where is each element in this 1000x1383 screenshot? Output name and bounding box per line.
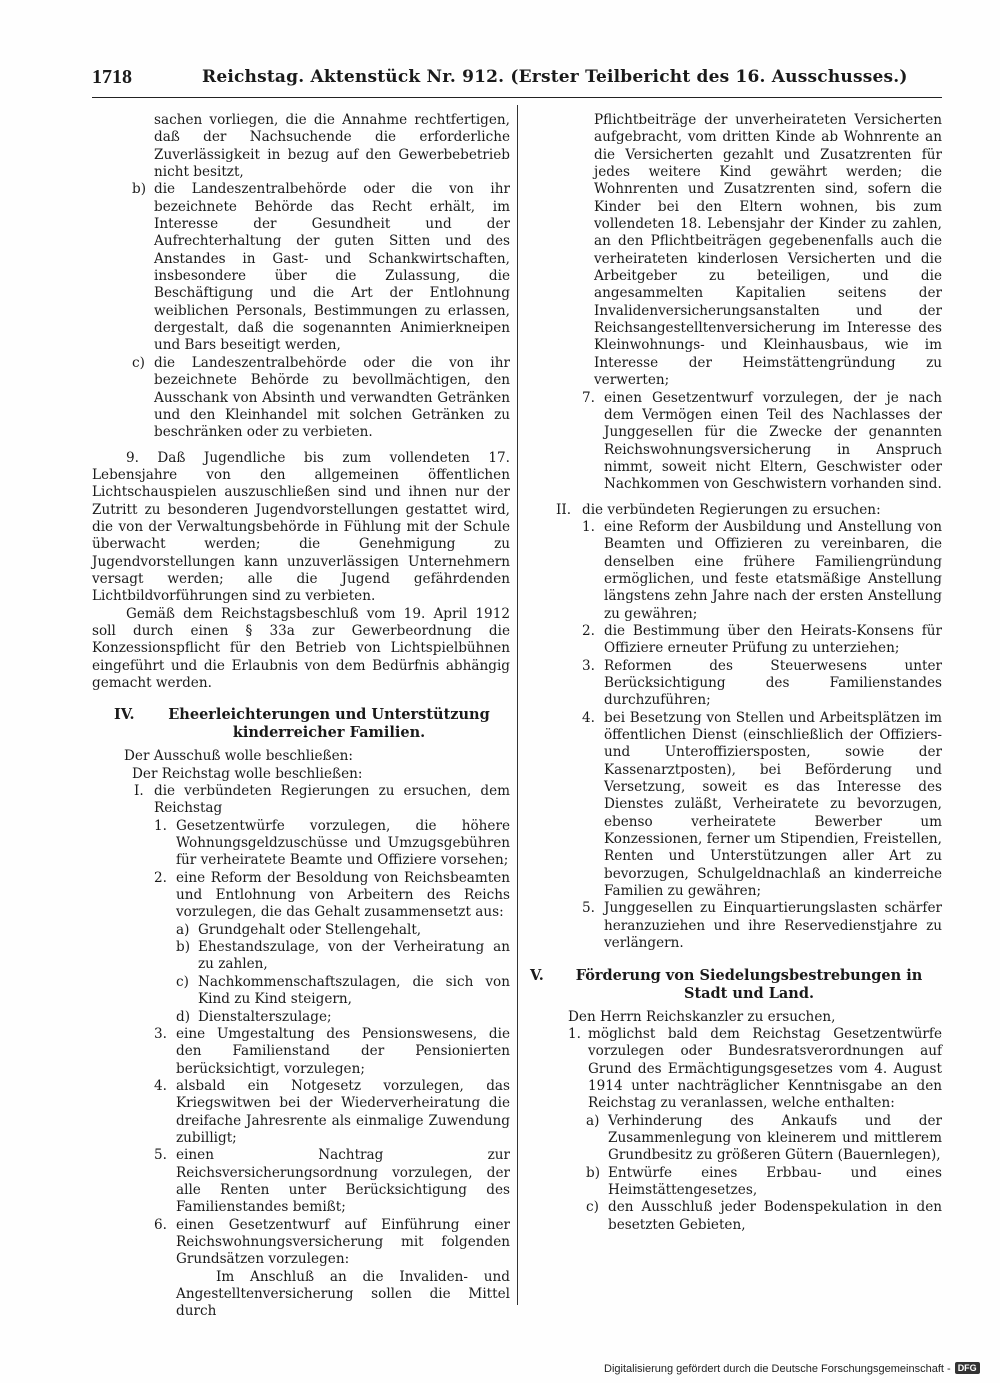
list-label: a) (176, 921, 190, 938)
list-text: einen Nachtrag zur Reichsversicherungsordnung vorzulegen, der alle Renten unter Berücksichtigung des Familienstandes bemißt; (176, 1147, 510, 1216)
list-text: die Landeszentralbehörde oder die von ihr bezeichnete Behörde zu bevollmächtigen, den Ausschank von Absinth und verwandten Getränken und den Kleinhandel mit solchen Getränken zu beschränken oder zu verbieten. (154, 354, 510, 441)
list-item (92, 1217, 510, 1269)
list-label: c) (176, 973, 189, 990)
list-item (530, 1026, 942, 1113)
list-item (530, 658, 942, 710)
list-item (530, 502, 942, 519)
list-text: die Landeszentralbehörde oder die von ihr bezeichnete Behörde das Recht erhält, im Interesse der Gesundheit und der Aufrechterhaltung der guten Sitten und des Anstandes in Gast- und Schankwirtschaften, insbesondere über die Zulassung, die Beschäftigung und die Art der Entlohnung weiblichen Personals, Bestimmungen zu erlassen, dergestalt, daß die sogenannten Animierkneipen und Bars beseitigt werden, (154, 181, 510, 354)
list-text: den Ausschluß jeder Bodenspekulation in den besetzten Gebieten, (608, 1199, 942, 1233)
list-item (92, 1009, 510, 1026)
list-label: 7. (582, 389, 595, 406)
list-item (530, 1199, 942, 1234)
list-label: I. (134, 783, 144, 800)
list-item (92, 181, 510, 354)
list-item (530, 390, 942, 494)
header-rule (92, 97, 942, 98)
list-label: 2. (582, 622, 595, 639)
section-heading (92, 706, 510, 742)
paragraph: Gemäß dem Reichstagsbeschluß vom 19. April 1912 soll durch einen § 33a zur Gewerbeordnung die Konzessionspflicht für den Betrieb von Lichtspielbühnen eingeführt und die Erlaubnis von dem Bedürfnis abhängig gemacht werden. (92, 605, 510, 691)
list-text: möglichst bald dem Reichstag Gesetzentwürfe vorzulegen oder Bundesratsverordnungen auf Grund des Ermächtigungsgesetzes vom 4. August 1914 unter nachträglicher Kenntnisgabe an den Reichstag zu veranlassen, welche enthalten: (588, 1025, 942, 1112)
list-item (92, 818, 510, 870)
left-column (92, 112, 510, 1321)
list-text: eine Umgestaltung des Pensionswesens, die den Familienstand der Pensionierten berücksichtigt, vorzulegen; (176, 1025, 510, 1077)
list-item (92, 922, 510, 939)
list-item (530, 1165, 942, 1200)
list-label: 3. (154, 1025, 167, 1042)
list-item (92, 355, 510, 442)
paragraph: sachen vorliegen, die die Annahme rechtfertigen, daß der Nachsuchende die erforderliche Zuverlässigkeit in bezug auf den Gewerbebetrieb nicht besitzt, (154, 112, 510, 181)
list-item (530, 519, 942, 623)
list-text: Entwürfe eines Erbbau- und eines Heimstättengesetzes, (608, 1164, 942, 1198)
list-label: 4. (582, 709, 595, 726)
list-text: die Bestimmung über den Heirats-Konsens für Offiziere erneuter Prüfung zu unterziehen; (604, 622, 942, 657)
list-label: b) (586, 1164, 601, 1181)
list-label: 5. (154, 1147, 167, 1164)
list-label: 2. (154, 869, 167, 886)
list-text: Nachkommenschaftszulagen, die sich von Kind zu Kind steigern, (198, 973, 510, 1008)
list-text: Junggesellen zu Einquartierungslasten schärfer heranzuziehen und ihre Reservedienstjahre zu verlängern. (604, 900, 942, 952)
section-heading (530, 967, 942, 1003)
list-label: d) (176, 1008, 191, 1025)
list-text: Ehestandszulage, von der Verheiratung an zu zahlen, (198, 939, 510, 973)
list-text: bei Besetzung von Stellen und Arbeitsplätzen im öffentlichen Dienst (einschließlich der Offiziers- und Unteroffiziersposten, sowie der Kassenarztposten), bei Beförderung und Versetzung, soweit es das Interesse des Dienstes zuläßt, Verheiratete zu bevorzugen, ebenso verheiratete Bewerber um Konzessionen, ferner um Stipendien, Freistellen, Renten und Unterstützungen aller Art zu bevorzugen, Schulgeldnachlaß an kinderreiche Familien zu gewähren; (604, 709, 942, 900)
list-item (92, 939, 510, 974)
dfg-logo: DFG (955, 1362, 980, 1374)
page-number: 1718 (92, 66, 132, 88)
list-label: 1. (582, 518, 595, 535)
paragraph: Pflichtbeiträge der unverheirateten Versicherten aufgebracht, vom dritten Kinde ab Wohnrente an die Versicherten gezahlt und Zusatzrenten für jedes weitere Kind gewährt werden; die Wohnrenten und Zusatzrenten sind, sofern die Kinder bei den Eltern wohnen, bis zum vollendeten 18. Lebensjahr der Kinder zu zahlen, an den Pflichtbeiträgen gegebenenfalls auch die verheirateten kinderlosen Versicherten und die Arbeitgeber zu beteiligen, und die angesammelten Kapitalien seitens der Invalidenversicherungsanstalten und der Reichsangestelltenversicherung im Interesse des Kleinwohnungs- und Kleinhausbaus, wie im Interesse der Heimstättengründung zu verwerten; (594, 112, 942, 389)
page-header (92, 66, 942, 96)
section-title: Eheerleichterungen und Unterstützung kinderreicher Familien. (168, 706, 490, 742)
list-text: alsbald ein Notgesetz vorzulegen, das Kriegswitwen bei der Wiederverheiratung die dreifache Jahresrente als einmalige Zuwendung zubilligt; (176, 1077, 510, 1146)
list-text: Grundgehalt oder Stellengehalt, (198, 921, 422, 938)
list-label: 3. (582, 657, 595, 674)
section-number: IV. (114, 706, 135, 724)
list-item (92, 870, 510, 922)
list-label: 5. (582, 900, 595, 917)
list-item (92, 1078, 510, 1147)
paragraph: Den Herrn Reichskanzler zu ersuchen, (568, 1008, 836, 1025)
list-label: 6. (154, 1216, 167, 1233)
list-item (92, 974, 510, 1009)
list-text: einen Gesetzentwurf auf Einführung einer Reichswohnungsversicherung mit folgenden Grundsätzen vorzulegen: (176, 1216, 510, 1268)
list-text: einen Gesetzentwurf vorzulegen, der je nach dem Vermögen einen Teil des Nachlasses der Junggesellen für die Zwecke der genannten Reichswohnungsversicherung in Anspruch nimmt, soweit nicht Eltern, Geschwister oder Nachkommen von Geschwistern vorhanden sind. (604, 389, 942, 493)
list-label: b) (176, 939, 191, 956)
credit-text: Digitalisierung gefördert durch die Deutsche Forschungsgemeinschaft - (604, 1363, 951, 1375)
list-item (92, 783, 510, 818)
list-item (92, 1026, 510, 1078)
section-title: Förderung von Siedelungsbestrebungen in Stadt und Land. (575, 966, 923, 1002)
list-label: 1. (568, 1025, 581, 1042)
running-title: Reichstag. Aktenstück Nr. 912. (Erster Teilbericht des 16. Ausschusses.) (202, 67, 908, 87)
list-item (530, 623, 942, 658)
list-label: 4. (154, 1077, 167, 1094)
list-label: c) (586, 1199, 599, 1216)
list-item (530, 900, 942, 952)
list-label: 1. (154, 817, 167, 834)
section-number: V. (530, 966, 544, 984)
list-label: c) (132, 354, 145, 371)
list-label: b) (132, 181, 147, 198)
paragraph: Der Reichstag wolle beschließen: (132, 765, 363, 782)
column-divider (517, 105, 518, 1305)
list-text: Reformen des Steuerwesens unter Berücksichtigung des Familienstandes durchzuführen; (604, 657, 942, 709)
list-item (530, 1113, 942, 1165)
list-text: die verbündeten Regierungen zu ersuchen, dem Reichstag (154, 783, 510, 817)
list-text: eine Reform der Ausbildung und Anstellung von Beamten und Offizieren zu vereinbaren, die denselben eine frühere Familiengründung ermöglichen, und feste etatsmäßige Anstellung längstens zehn Jahre nach der ersten Anstellung zu gewähren; (604, 518, 942, 622)
list-item (530, 710, 942, 901)
list-label: a) (586, 1112, 600, 1129)
list-text: eine Reform der Besoldung von Reichsbeamten und Entlohnung von Arbeitern des Reichs vorzulegen, die das Gehalt zusammensetzt aus: (176, 869, 510, 921)
paragraph: Im Anschluß an die Invaliden- und Angestelltenversicherung sollen die Mittel durch (176, 1268, 510, 1320)
digitization-credit (604, 1362, 980, 1375)
list-label: II. (556, 501, 572, 518)
paragraph: Der Ausschuß wolle beschließen: (124, 748, 353, 765)
list-text: Dienstalterszulage; (198, 1008, 332, 1025)
paragraph: 9. Daß Jugendliche bis zum vollendeten 17. Lebensjahre von den allgemeinen öffentlichen Lichtschauspielen auszuschließen sind und ihnen nur der Zutritt zu besonderen Jugendvorstellungen gestattet wird, die von der Verwaltungsbehörde in Fühlung mit der Schule überwacht werden; die Genehmigung zu Jugendvorstellungen kann unzuverlässigen Unternehmern versagt werden; alle die Jugend gefährdenden Lichtbildvorführungen sind zu verbieten. (92, 449, 510, 605)
right-column (530, 112, 942, 1234)
list-text: Gesetzentwürfe vorzulegen, die höhere Wohnungsgeldzuschüsse und Umzugsgebühren für verheiratete Beamte und Offiziere vorsehen; (176, 817, 510, 869)
list-item (92, 1147, 510, 1216)
list-text: Verhinderung des Ankaufs und der Zusammenlegung von kleinerem und mittlerem Grundbesitz zu größeren Gütern (Bauernlegen), (608, 1112, 942, 1164)
list-text: die verbündeten Regierungen zu ersuchen: (582, 501, 881, 518)
